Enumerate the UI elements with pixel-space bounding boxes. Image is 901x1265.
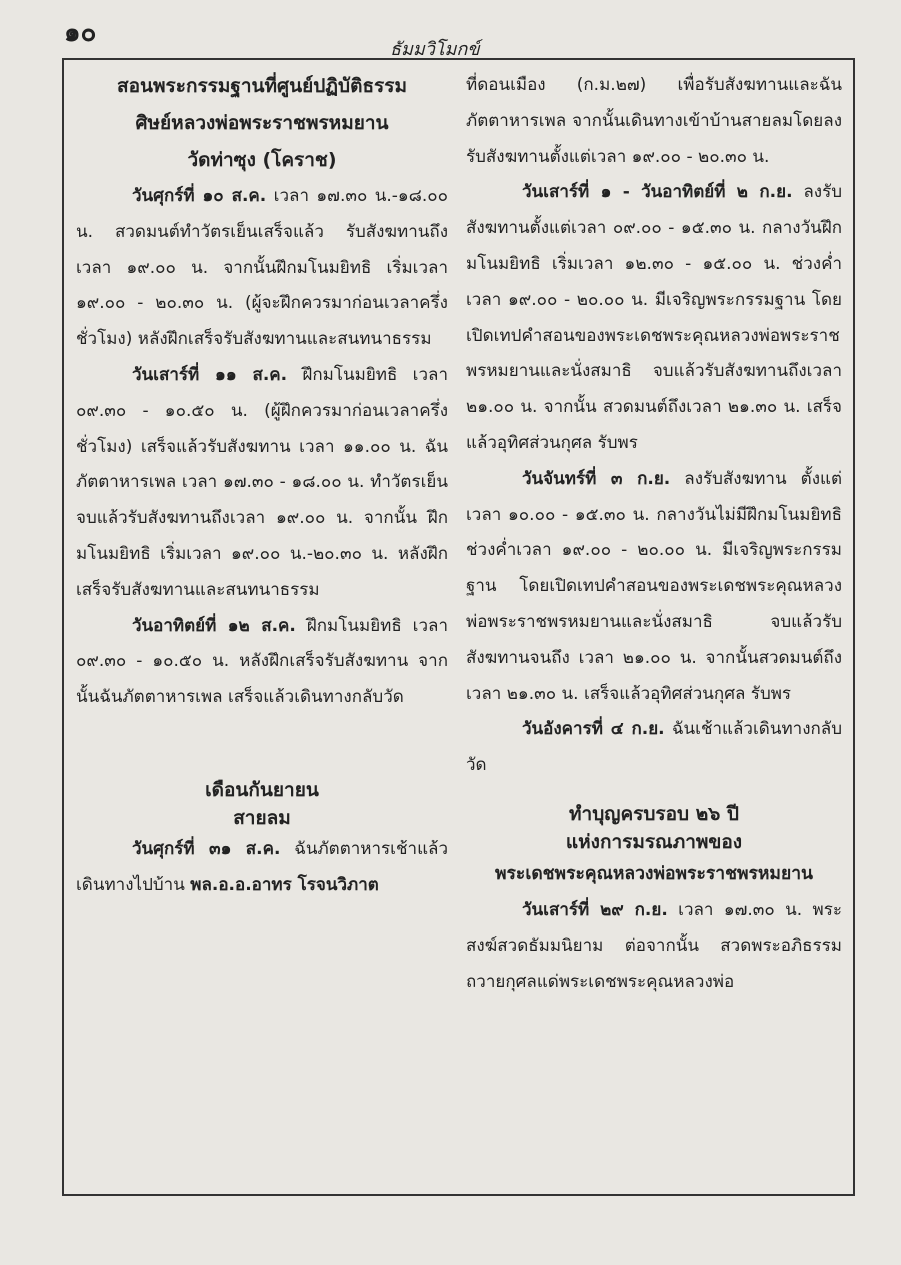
month-heading: เดือนกันยายน: [205, 778, 319, 801]
host-name: พล.อ.อ.อาทร โรจนวิภาต: [190, 874, 379, 895]
entry-text: ฉันเช้าแล้วเดินทางกลับวัด: [466, 719, 842, 776]
entry-date: วันเสาร์ที่ ๑ - วันอาทิตย์ที่ ๒ ก.ย.: [522, 182, 793, 203]
merit-heading-line-2: แห่งการมรณภาพของ: [565, 830, 743, 853]
schedule-entry: [466, 175, 842, 461]
entry-date: วันศุกร์ที่ ๑๐ ส.ค.: [132, 186, 267, 206]
merit-heading-line-1: ทำบุญครบรอบ ๒๖ ปี: [569, 802, 739, 825]
schedule-entry: [466, 712, 842, 784]
entry-date: วันศุกร์ที่ ๓๑ ส.ค.: [132, 838, 281, 859]
spacer: [76, 716, 448, 776]
entry-text: ฉันภัตตาหารเช้าแล้ว เดินทางไปบ้าน: [76, 838, 448, 895]
schedule-entry: [76, 179, 448, 358]
right-column: [466, 68, 842, 1000]
entry-text: ลงรับสังฆทานตั้งแต่เวลา ๐๙.๐๐ - ๑๕.๓๐ น. กลางวันฝึกมโนมยิทธิ เริ่มเวลา ๑๒.๓๐ - ๑๕.๐๐ น. ช่วงค่ำ เวลา ๑๙.๐๐ - ๒๐.๐๐ น. มีเจริญพระกรรมฐาน โดยเปิดเทปคำสอนของพระเดชพระคุณหลวงพ่อพระราชพรหมยานและนั่งสมาธิ จบแล้วรับสังฆทานถึงเวลา ๒๑.๐๐ น. จากนั้น สวดมนต์ถึงเวลา ๒๑.๓๐ น. เสร็จแล้วอุทิศส่วนกุศล รับพร: [466, 182, 843, 453]
entry-date: วันเสาร์ที่ ๑๑ ส.ค.: [132, 364, 288, 385]
schedule-entry: [76, 609, 448, 716]
page-number: ๑๐: [64, 18, 97, 48]
entry-date: วันจันทร์ที่ ๓ ก.ย.: [522, 468, 671, 489]
section-title-line-2: ศิษย์หลวงพ่อพระราชพรหมยาน: [135, 112, 389, 134]
continued-text: ที่ดอนเมือง (ก.ม.๒๗) เพื่อรับสังฆทานและฉันภัตตาหารเพล จากนั้นเดินทางเข้าบ้านสายลมโดยลงรับสังฆทานตั้งแต่เวลา ๑๙.๐๐ - ๒๐.๓๐ น.: [466, 75, 842, 167]
content-frame: [62, 58, 855, 1196]
entry-date: วันอังคารที่ ๔ ก.ย.: [522, 719, 665, 740]
entry-text: ฝึกมโนมยิทธิ เวลา ๐๙.๓๐ - ๑๐.๕๐ น. (ผู้ฝึกควรมาก่อนเวลาครึ่งชั่วโมง) เสร็จแล้วรับสังฆทาน เวลา ๑๑.๐๐ น. ฉันภัตตาหารเพล เวลา ๑๗.๓๐ - ๑๘.๐๐ น. ทำวัตรเย็น จบแล้วรับสังฆทานถึงเวลา ๑๙.๐๐ น. จากนั้น ฝึกมโนมยิทธิ เริ่มเวลา ๑๙.๐๐ น.-๒๐.๓๐ น. หลังฝึกเสร็จรับสังฆทานและสนทนาธรรม: [76, 364, 448, 600]
entry-text: ฝึกมโนมยิทธิ เวลา ๐๙.๓๐ - ๑๐.๕๐ น. หลังฝึกเสร็จรับสังฆทาน จากนั้นฉันภัตตาหารเพล เสร็จแล้วเดินทางกลับวัด: [76, 615, 448, 708]
place-heading: สายลม: [233, 806, 291, 829]
entry-date: วันอาทิตย์ที่ ๑๒ ส.ค.: [132, 615, 296, 636]
schedule-entry: [466, 893, 842, 1000]
left-column: [76, 68, 448, 904]
schedule-entry: [466, 462, 842, 713]
spacer: [466, 784, 842, 800]
entry-date: วันเสาร์ที่ ๒๙ ก.ย.: [522, 899, 668, 920]
entry-text: เวลา ๑๗.๓๐ น. พระสงฆ์สวดธัมมนิยาม ต่อจากนั้น สวดพระอภิธรรมถวายกุศลแด่พระเดชพระคุณหลวงพ่อ: [466, 899, 842, 992]
entry-text: เวลา ๑๗.๓๐ น.-๑๘.๐๐ น. สวดมนต์ทำวัตรเย็นเสร็จแล้ว รับสังฆทานถึงเวลา ๑๙.๐๐ น. จากนั้นฝึกมโนมยิทธิ เริ่มเวลา ๑๙.๐๐ - ๒๐.๓๐ น. (ผู้จะฝึกควรมาก่อนเวลาครึ่งชั่วโมง) หลังฝึกเสร็จรับสังฆทานและสนทนาธรรม: [76, 186, 448, 350]
running-title: ธัมมวิโมกข์: [390, 39, 480, 60]
entry-text: ลงรับสังฆทาน ตั้งแต่เวลา ๑๐.๐๐ - ๑๕.๓๐ น. กลางวันไม่มีฝึกมโนมยิทธิ ช่วงค่ำเวลา ๑๙.๐๐ - ๒๐.๐๐ น. มีเจริญพระกรรมฐาน โดยเปิดเทปคำสอนของพระเดชพระคุณหลวงพ่อพระราชพรหมยานและนั่งสมาธิ จบแล้วรับสังฆทานจนถึง เวลา ๒๑.๐๐ น. จากนั้นสวดมนต์ถึงเวลา ๒๑.๓๐ น. เสร็จแล้วอุทิศส่วนกุศล รับพร: [466, 468, 842, 704]
section-title-line-3: วัดท่าซุง (โคราช): [187, 149, 337, 171]
section-title-line-1: สอนพระกรรมฐานที่ศูนย์ปฏิบัติธรรม: [117, 75, 407, 97]
merit-heading-line-3: พระเดชพระคุณหลวงพ่อพระราชพรหมยาน: [495, 863, 813, 884]
schedule-entry: [76, 832, 448, 904]
schedule-entry: [76, 358, 448, 609]
